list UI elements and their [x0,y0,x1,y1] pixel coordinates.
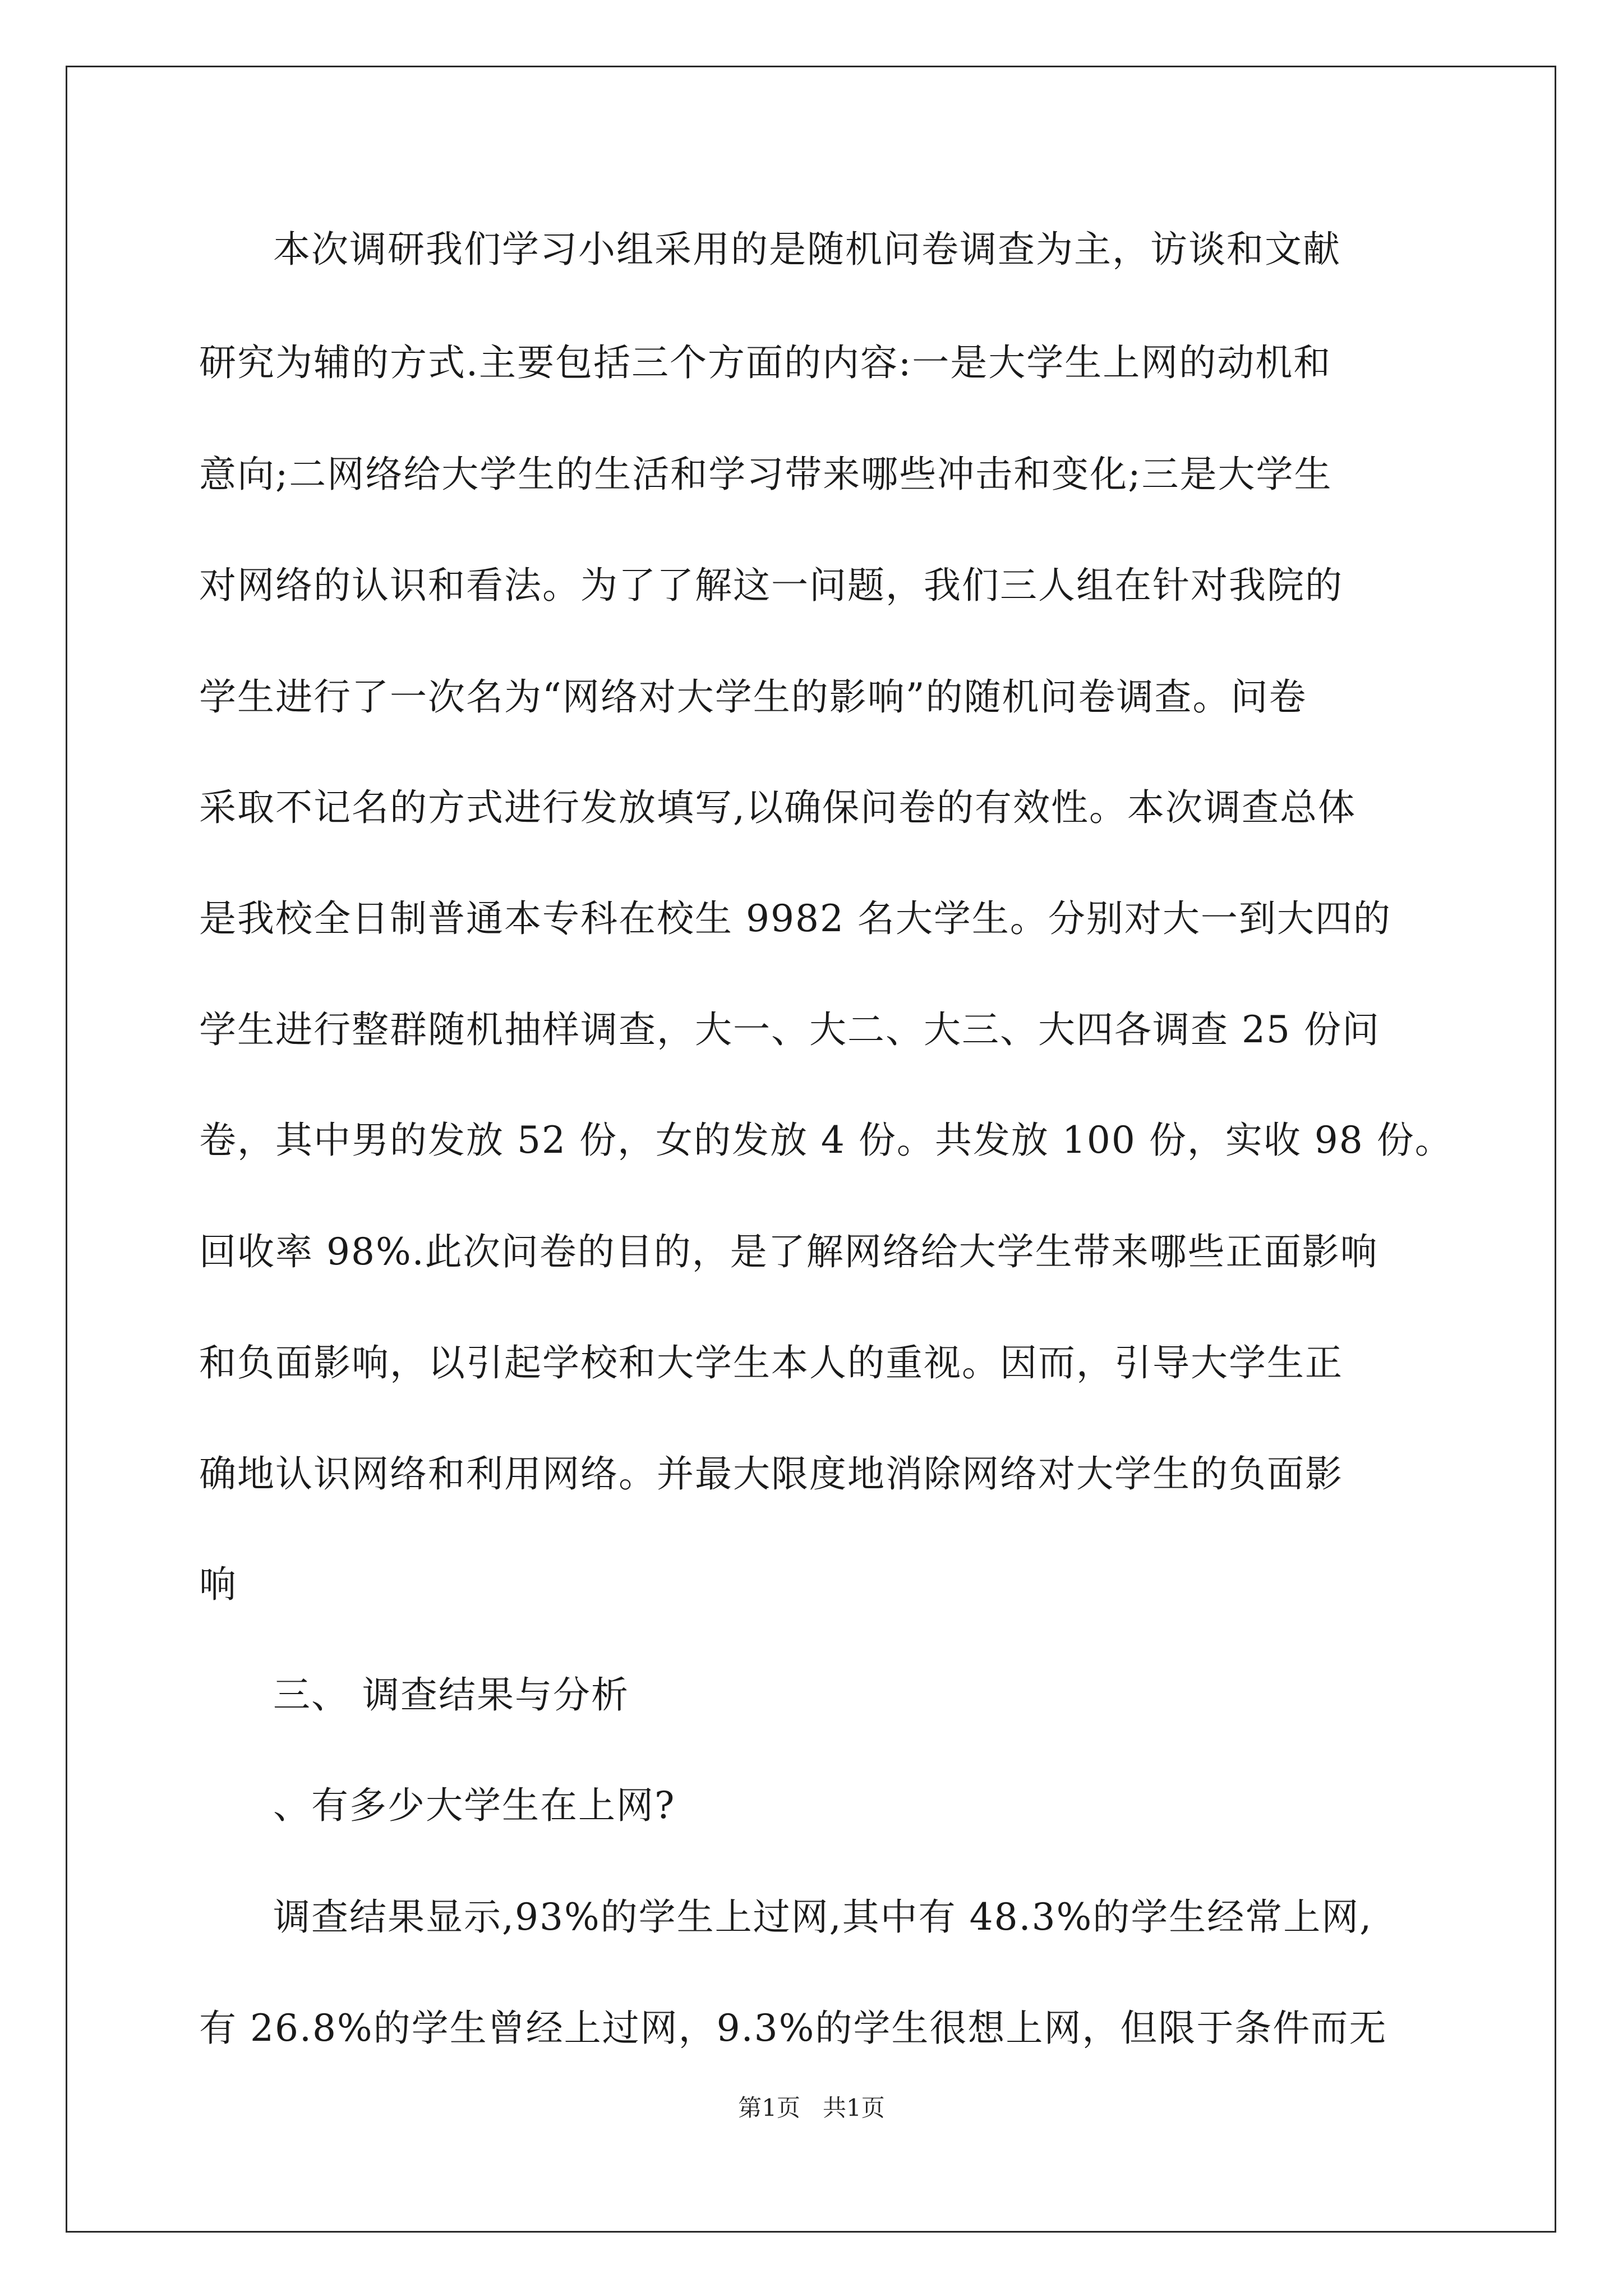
question-heading: 、有多少大学生在上网? [273,1784,676,1827]
paragraph-line: 对网络的认识和看法。为了了解这一问题，我们三人组在针对我院的 [199,564,1343,607]
section-heading: 三、 调查结果与分析 [273,1673,629,1717]
paragraph-line: 和负面影响，以引起学校和大学生本人的重视。因而，引导大学生正 [199,1341,1343,1384]
paragraph-line: 是我校全日制普通本专科在校生 9982 名大学生。分别对大一到大四的 [199,897,1391,940]
result-line: 有 26.8%的学生曾经上过网，9.3%的学生很想上网，但限于条件而无 [199,2007,1387,2050]
paragraph-line: 响 [199,1563,237,1606]
paragraph-line: 本次调研我们学习小组采用的是随机问卷调查为主，访谈和文献 [273,228,1341,271]
paragraph-line: 回收率 98%.此次问卷的目的，是了解网络给大学生带来哪些正面影响 [199,1230,1378,1273]
paragraph-line: 意向;二网络给大学生的生活和学习带来哪些冲击和变化;三是大学生 [199,453,1332,496]
paragraph-line: 研究为辅的方式.主要包括三个方面的内容:一是大学生上网的动机和 [199,341,1332,384]
paragraph-line: 学生进行了一次名为“网络对大学生的影响”的随机问卷调查。问卷 [199,675,1307,719]
page-footer [0,2092,1623,2124]
paragraph-line: 卷，其中男的发放 52 份，女的发放 4 份。共发放 100 份，实收 98 份。 [199,1119,1453,1162]
paragraph-line: 采取不记名的方式进行发放填写,以确保问卷的有效性。本次调查总体 [199,786,1356,829]
page-total: 共1页 [823,2094,885,2122]
paragraph-line: 学生进行整群随机抽样调查，大一、大二、大三、大四各调查 25 份问 [199,1008,1380,1051]
result-line: 调查结果显示,93%的学生上过网,其中有 48.3%的学生经常上网, [273,1895,1373,1939]
paragraph-line: 确地认识网络和利用网络。并最大限度地消除网络对大学生的负面影 [199,1452,1343,1496]
page-number: 第1页 [738,2094,800,2122]
